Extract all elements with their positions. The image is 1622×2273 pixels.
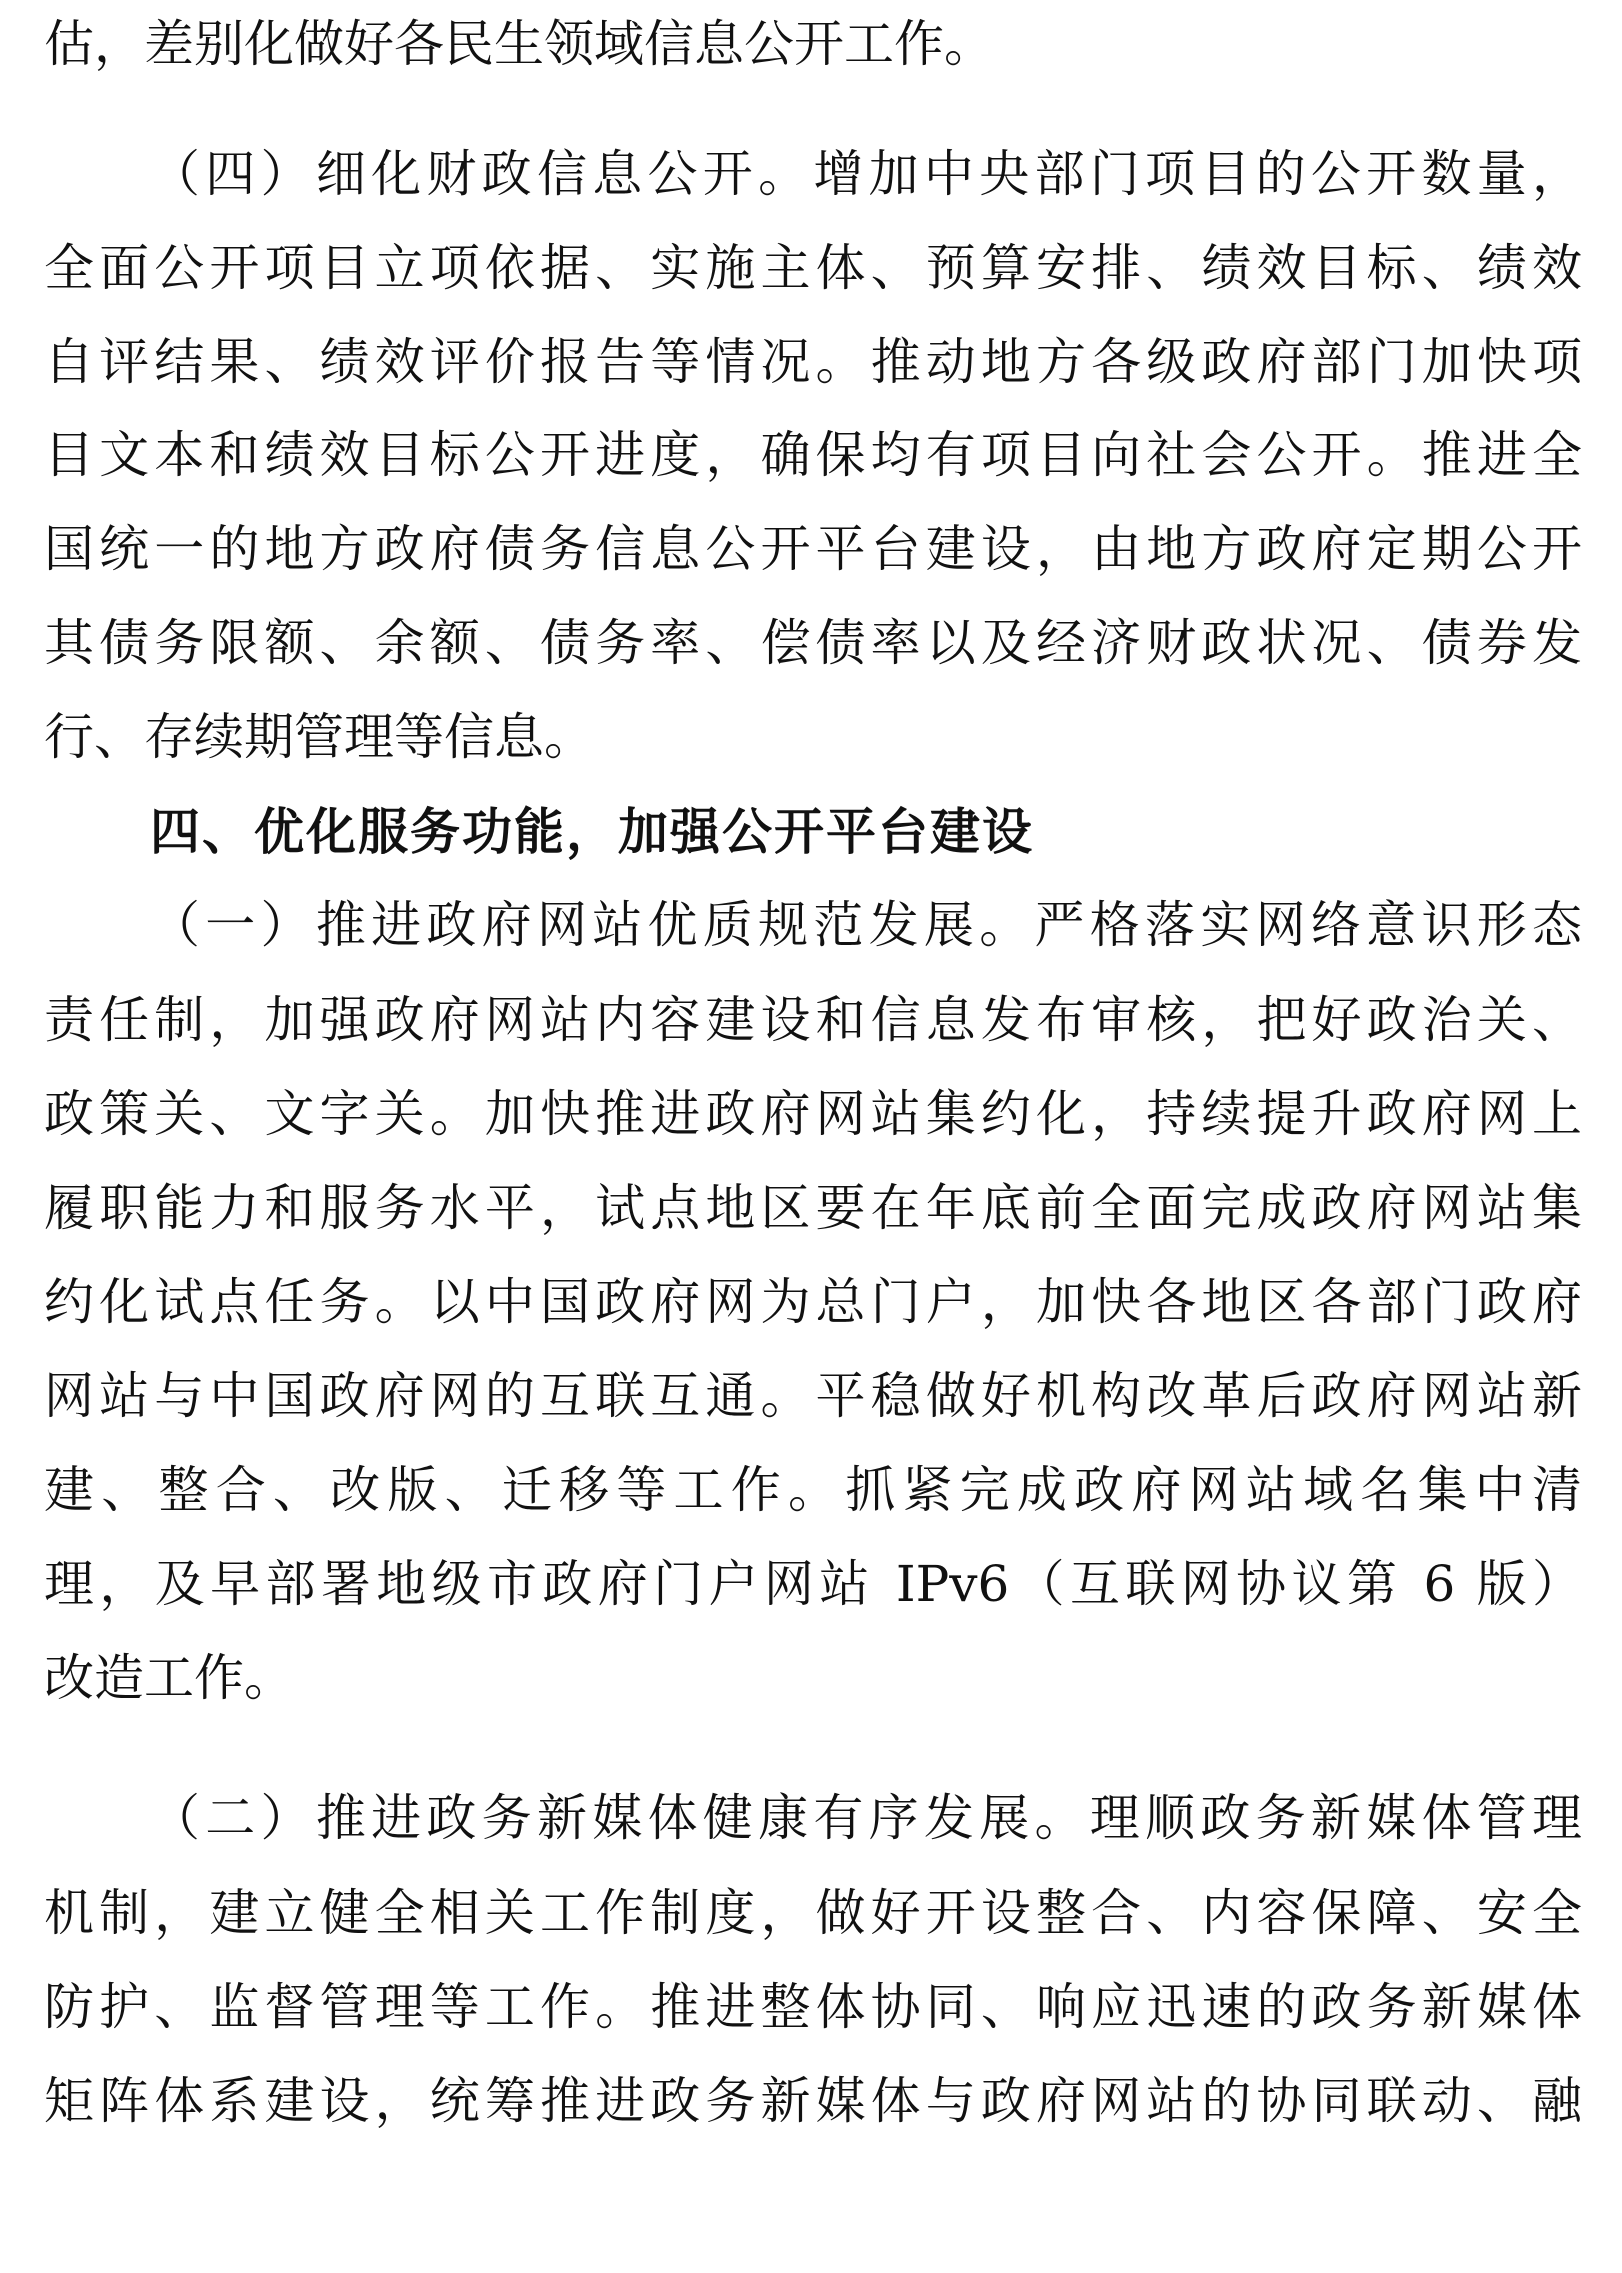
paragraph-line: 履职能力和服务水平，试点地区要在年底前全面完成政府网站集 — [44, 1179, 1582, 1237]
paragraph-line: 建、整合、改版、迁移等工作。抓紧完成政府网站域名集中清 — [44, 1461, 1582, 1519]
paragraph-line — [150, 883, 1582, 967]
paragraph-line: 国统一的地方政府债务信息公开平台建设，由地方政府定期公开 — [44, 520, 1582, 578]
section-heading: 四、优化服务功能，加强公开平台建设 — [150, 803, 1034, 861]
paragraph-line: 防护、监督管理等工作。推进整体协同、响应迅速的政务新媒体 — [44, 1978, 1582, 2036]
paragraph-line: 目文本和绩效目标公开进度，确保均有项目向社会公开。推进全 — [44, 426, 1582, 484]
paragraph-line: 估，差别化做好各民生领域信息公开工作。 — [44, 15, 994, 73]
paragraph-text: 严格落实网络意识形态 — [1034, 896, 1582, 954]
paragraph-line: 机制，建立健全相关工作制度，做好开设整合、内容保障、安全 — [44, 1884, 1582, 1942]
paragraph-line: 理，及早部署地级市政府门户网站 IPv6（互联网协议第 6 版） — [44, 1555, 1582, 1613]
section-lead: （四）细化财政信息公开。 — [150, 145, 814, 203]
paragraph-line: 其债务限额、余额、债务率、偿债率以及经济财政状况、债券发 — [44, 614, 1582, 672]
paragraph-line: 政策关、文字关。加快推进政府网站集约化，持续提升政府网上 — [44, 1085, 1582, 1143]
paragraph-line: 改造工作。 — [44, 1649, 294, 1707]
paragraph-line: 自评结果、绩效评价报告等情况。推动地方各级政府部门加快项 — [44, 333, 1582, 391]
paragraph-text: 理顺政务新媒体管理 — [1089, 1789, 1582, 1847]
paragraph-line: 责任制，加强政府网站内容建设和信息发布审核，把好政治关、 — [44, 991, 1582, 1049]
paragraph-line — [150, 1776, 1582, 1860]
paragraph-line: 矩阵体系建设，统筹推进政务新媒体与政府网站的协同联动、融 — [44, 2072, 1582, 2130]
paragraph-line: 全面公开项目立项依据、实施主体、预算安排、绩效目标、绩效 — [44, 239, 1582, 297]
section-lead: （一）推进政府网站优质规范发展。 — [150, 896, 1035, 954]
paragraph-line: 约化试点任务。以中国政府网为总门户，加快各地区各部门政府 — [44, 1273, 1582, 1331]
paragraph-line: 行、存续期管理等信息。 — [44, 708, 594, 766]
paragraph-text: 增加中央部门项目的公开数量， — [813, 145, 1582, 203]
section-lead: （二）推进政务新媒体健康有序发展。 — [150, 1789, 1090, 1847]
paragraph-line — [150, 132, 1582, 216]
paragraph-line: 网站与中国政府网的互联互通。平稳做好机构改革后政府网站新 — [44, 1367, 1582, 1425]
